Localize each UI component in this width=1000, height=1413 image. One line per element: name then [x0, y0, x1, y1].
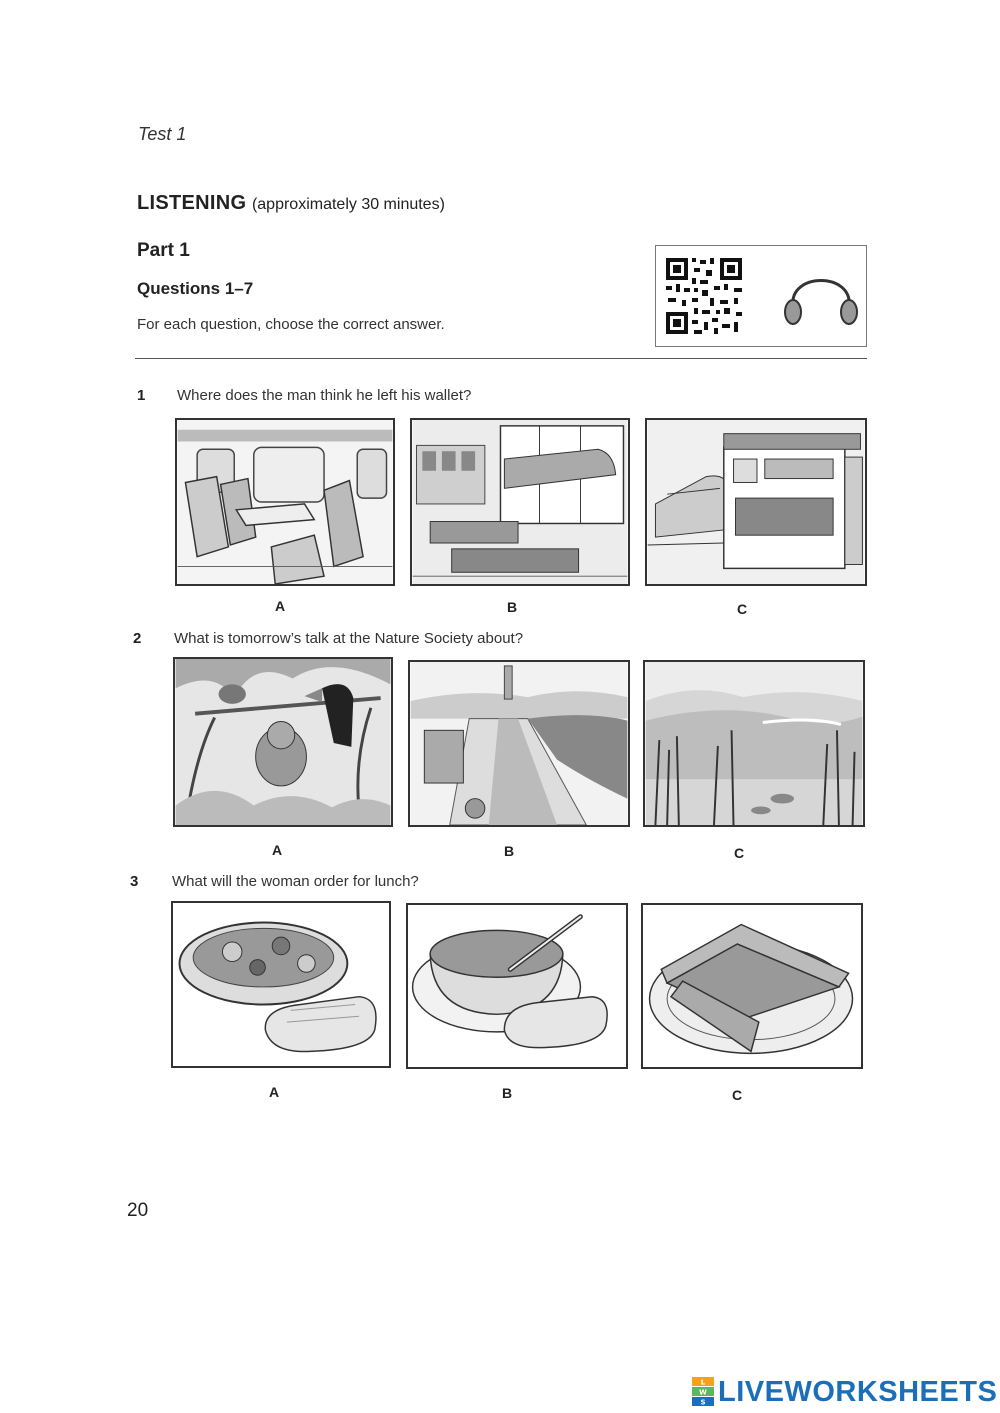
q1-option-a-image[interactable]: [175, 418, 395, 586]
salad-icon: [173, 903, 389, 1066]
q1-option-b-label[interactable]: B: [506, 599, 518, 615]
q1-option-a-label[interactable]: A: [274, 598, 286, 614]
q1-option-b-image[interactable]: [410, 418, 630, 586]
waiting-room-icon: [412, 420, 628, 584]
q3-option-a-label[interactable]: A: [268, 1084, 280, 1100]
test-label: Test 1: [138, 124, 187, 144]
qr-code-icon[interactable]: [664, 256, 744, 336]
question-3-number: 3: [130, 873, 139, 890]
question-3-text: What will the woman order for lunch?: [172, 873, 419, 890]
snack-kiosk-icon: [647, 420, 865, 584]
svg-text:L: L: [700, 1378, 706, 1387]
instruction-text: For each question, choose the correct answer.: [137, 316, 445, 333]
svg-text:S: S: [700, 1398, 706, 1407]
lake-icon: [645, 662, 863, 825]
question-2-text: What is tomorrow’s talk at the Nature Society about?: [174, 630, 524, 647]
q2-option-a-label[interactable]: A: [271, 842, 283, 858]
audio-box[interactable]: [655, 245, 867, 347]
section-title: LISTENING: [137, 192, 247, 214]
svg-text:W: W: [699, 1388, 707, 1397]
q2-option-c-image[interactable]: [643, 660, 865, 827]
sandwich-icon: [643, 905, 861, 1067]
brand-logo[interactable]: [692, 1376, 997, 1408]
q1-option-c-label[interactable]: C: [736, 601, 748, 617]
q2-option-b-label[interactable]: B: [503, 843, 515, 859]
section-subtitle: (approximately 30 minutes): [251, 196, 445, 213]
q1-option-c-image[interactable]: [645, 418, 867, 586]
q3-option-c-image[interactable]: [641, 903, 863, 1069]
questions-range: Questions 1–7: [137, 279, 254, 298]
q2-option-b-image[interactable]: [408, 660, 630, 827]
q3-option-b-image[interactable]: [406, 903, 628, 1069]
liveworksheets-logo-icon: [692, 1377, 714, 1407]
divider-rule: [135, 358, 867, 359]
section-heading: [137, 192, 445, 215]
page-number: 20: [127, 1200, 149, 1221]
headphones-icon: [781, 264, 861, 330]
rainforest-icon: [175, 659, 391, 825]
question-2-number: 2: [133, 630, 142, 647]
train-carriage-icon: [177, 420, 393, 584]
part-title: Part 1: [137, 240, 190, 261]
soup-icon: [408, 905, 626, 1067]
q2-option-a-image[interactable]: [173, 657, 393, 827]
garden-path-icon: [410, 662, 628, 825]
question-1-text: Where does the man think he left his wallet?: [177, 387, 472, 404]
q3-option-b-label[interactable]: B: [501, 1085, 513, 1101]
q3-option-c-label[interactable]: C: [731, 1087, 743, 1103]
question-1-number: 1: [137, 387, 146, 404]
brand-name: LIVEWORKSHEETS: [718, 1375, 998, 1408]
q3-option-a-image[interactable]: [171, 901, 391, 1068]
q2-option-c-label[interactable]: C: [733, 845, 745, 861]
